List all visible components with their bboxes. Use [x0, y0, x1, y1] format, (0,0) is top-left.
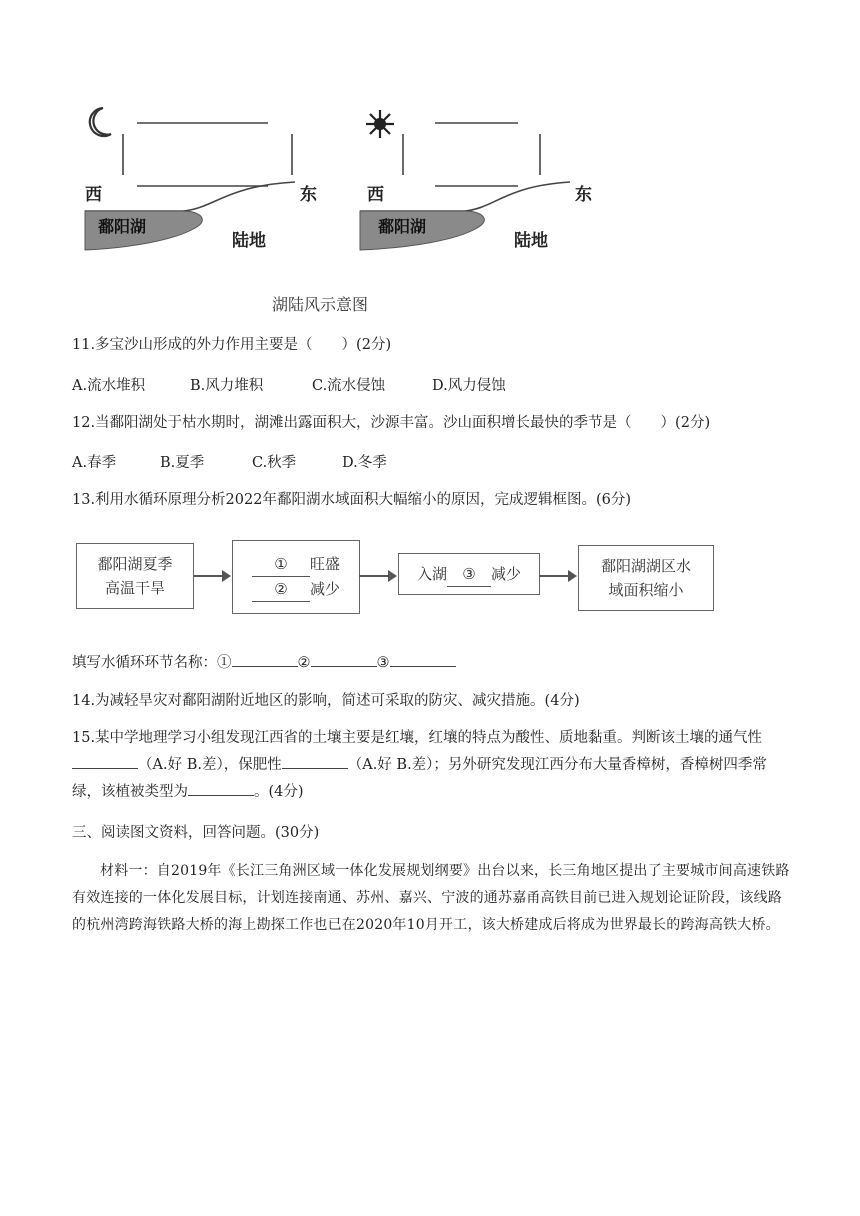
- question-14: 14.为减轻旱灾对鄱阳湖附近地区的影响，简述可采取的防灾、减灾措施。(4分): [72, 693, 580, 709]
- question-11: 11.多宝沙山形成的外力作用主要是（ ）(2分): [72, 337, 392, 353]
- lake-label-left: 鄱阳湖: [98, 217, 147, 236]
- blank-2-mark: ②: [252, 577, 310, 602]
- section-3-heading: 三、阅读图文资料，回答问题。(30分): [72, 825, 320, 841]
- fill-mark-2: ②: [297, 655, 311, 671]
- flow-box-inflow: [398, 553, 540, 595]
- east-label-right: 东: [575, 185, 592, 205]
- east-label-left: 东: [300, 185, 317, 205]
- west-label-right: 西: [367, 185, 384, 205]
- fill-blank-3[interactable]: [390, 652, 456, 667]
- flow-box-processes: [232, 540, 360, 614]
- flow-box-result-line1: 鄱阳湖湖区水: [600, 557, 691, 575]
- q15-part3: （A.好 B.差）；另外研究发现江西分布大量香樟树，香樟树四季常: [347, 757, 767, 773]
- q15-part5: 。(4分): [254, 784, 304, 800]
- sun-icon: [366, 110, 394, 138]
- flow-box-result-line2: 域面积缩小: [608, 581, 684, 599]
- flow-box-result: [578, 545, 714, 611]
- fill-mark-3: ③: [376, 655, 390, 671]
- q15-blank-1[interactable]: [72, 754, 138, 769]
- q13-fill-line: [72, 652, 456, 673]
- flow-box-processes-line1: [252, 552, 340, 577]
- figure-caption: 湖陆风示意图: [272, 295, 369, 314]
- flow-box-processes-line2: [252, 577, 340, 602]
- q11-option-d: D.风力侵蚀: [432, 378, 506, 394]
- question-13: 13.利用水循环原理分析2022年鄱阳湖水域面积大幅缩小的原因，完成逻辑框图。(6分): [72, 492, 631, 508]
- q11-option-a: A.流水堆积: [72, 378, 146, 394]
- fill-blank-1[interactable]: [232, 652, 298, 667]
- night-panel: [75, 100, 325, 265]
- land-label-left: 陆地: [232, 231, 266, 251]
- q15-part2: （A.好 B.差），保肥性: [138, 757, 282, 773]
- lake-label-right: 鄱阳湖: [378, 217, 427, 236]
- west-label-left: 西: [85, 185, 102, 205]
- flow-box-cause: [76, 543, 194, 609]
- fill-prefix: 填写水循环环节名称：: [72, 655, 217, 671]
- flow-box-cause-line1: 鄱阳湖夏季: [97, 555, 173, 573]
- blank-3-text: 减少: [491, 564, 522, 583]
- land-label-right: 陆地: [514, 231, 548, 251]
- q11-option-c: C.流水侵蚀: [312, 378, 386, 394]
- q15-part4: 绿，该植被类型为: [72, 784, 188, 800]
- q15-blank-2[interactable]: [282, 754, 348, 769]
- blank-3-mark: ③: [447, 562, 491, 587]
- flow-arrow-1: [193, 575, 229, 577]
- q11-option-b: B.风力堆积: [190, 378, 264, 394]
- moon-icon: [90, 108, 111, 136]
- q12-option-b: B.夏季: [160, 455, 205, 471]
- material-1: 材料一：自2019年《长江三角洲区域一体化发展规划纲要》出台以来，长三角地区提出了主要城市间高速铁路有效连接的一体化发展目标，计划连接南通、苏州、嘉兴、宁波的通苏嘉甬高铁目前已进入规划论证阶段，该线路的杭州湾跨海铁路大桥的海上勘探工作也已在2020年10月开工，该大桥建成后将成为世界最长的跨海高铁大桥。: [72, 863, 790, 933]
- blank-1-mark: ①: [252, 552, 310, 577]
- inflow-prefix: 入湖: [416, 564, 447, 583]
- blank-1-text: 旺盛: [309, 555, 340, 573]
- flow-box-inflow-line: [417, 562, 521, 587]
- day-panel: [355, 100, 605, 265]
- flow-arrow-2: [359, 575, 395, 577]
- flow-arrow-3: [539, 575, 575, 577]
- blank-2-text: 减少: [309, 580, 340, 598]
- question-12: 12.当鄱阳湖处于枯水期时，湖滩出露面积大，沙源丰富。沙山面积增长最快的季节是（ ）(2分): [72, 415, 711, 431]
- fill-mark-1: ①: [217, 655, 232, 671]
- question-15: [72, 725, 792, 806]
- q12-option-c: C.秋季: [252, 455, 297, 471]
- q15-part1: 15.某中学地理学习小组发现江西省的土壤主要是红壤，红壤的特点为酸性、质地黏重。判断该土壤的通气性: [72, 730, 763, 746]
- flow-box-cause-line2: 高温干旱: [104, 579, 165, 597]
- q12-option-a: A.春季: [72, 455, 117, 471]
- q15-blank-3[interactable]: [188, 781, 254, 796]
- q12-option-d: D.冬季: [342, 455, 387, 471]
- fill-blank-2[interactable]: [311, 652, 377, 667]
